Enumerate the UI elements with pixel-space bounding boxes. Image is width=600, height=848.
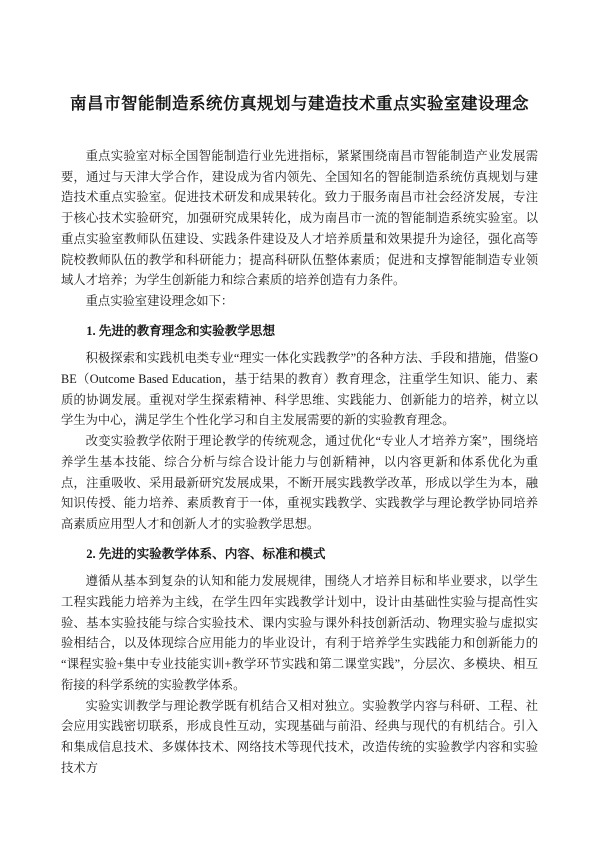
paragraph-section1-b: 改变实验教学依附于理论教学的传统观念，通过优化“专业人才培养方案”，围绕培养学生基本技能、综合分析与综合设计能力与创新精神，以内容更新和体系优化为重点，注重吸收、采用最新研究发展成果，不断开展实践教学改革，形成以学生为本，融知识传授、能力培养、素质教育于一体，重视实践教学、实践教学与理论教学协同培养高素质应用型人才和创新人才的实验教学思想。 (61, 434, 538, 531)
paragraph-section2-b: 实验实训教学与理论教学既有机结合又相对独立。实验教学内容与科研、工程、社会应用实践密切联系，形成良性互动，实现基础与前沿、经典与现代的有机结合。引入和集成信息技术、多媒体技术、网络技术等现代技术，改造传统的实验教学内容和实验技术方 (61, 698, 538, 775)
paragraph-section2-a: 遵循从基本到复杂的认知和能力发展规律，围绕人才培养目标和毕业要求，以学生工程实践能力培养为主线，在学生四年实践教学计划中，设计由基础性实验与提高性实验、基本实验技能与综合实验技术、课内实验与课外科技创新活动、物理实验与虚拟实验相结合，以及体现综合应用能力的毕业设计，有利于培养学生实践能力和创新能力的“课程实验+集中专业技能实训+教学环节实践和第二课堂实践”，分层次、多模块、相互衔接的科学系统的实验教学体系。 (61, 574, 538, 692)
document-title: 南昌市智能制造系统仿真规划与建造技术重点实验室建设理念 (70, 94, 529, 113)
paragraph-section1-a: 积极探索和实践机电类专业“理实一体化实践教学”的各种方法、手段和措施，借鉴OBE（Outcome Based Education，基于结果的教育）教育理念，注重学生知识、能力、素质的协调发展。重视对学生探索精神、科学思维、实践能力、创新能力的培养，树立以学生为中心，满足学生个性化学习和自主发展需要的新的实验教育理念。 (61, 351, 538, 428)
section-heading-1: 1. 先进的教育理念和实验教学思想 (86, 323, 276, 338)
paragraph-lead-in: 重点实验室建设理念如下： (85, 293, 234, 308)
section-heading-2: 2. 先进的实验教学体系、内容、标准和模式 (86, 546, 326, 561)
paragraph-intro: 重点实验室对标全国智能制造行业先进指标，紧紧围绕南昌市智能制造产业发展需要，通过与天津大学合作，建设成为省内领先、全国知名的智能制造系统仿真规划与建造技术重点实验室。促进技术研发和成果转化。致力于服务南昌市社会经济发展，专注于核心技术实验研究，加强研究成果转化，成为南昌市一流的智能制造系统实验室。以重点实验室教师队伍建设、实践条件建设及人才培养质量和效果提升为途径，强化高等院校教师队伍的教学和科研能力；提高科研队伍整体素质；促进和支撑智能制造专业领域人才培养；为学生创新能力和综合素质的培养创造有力条件。 (61, 149, 538, 288)
